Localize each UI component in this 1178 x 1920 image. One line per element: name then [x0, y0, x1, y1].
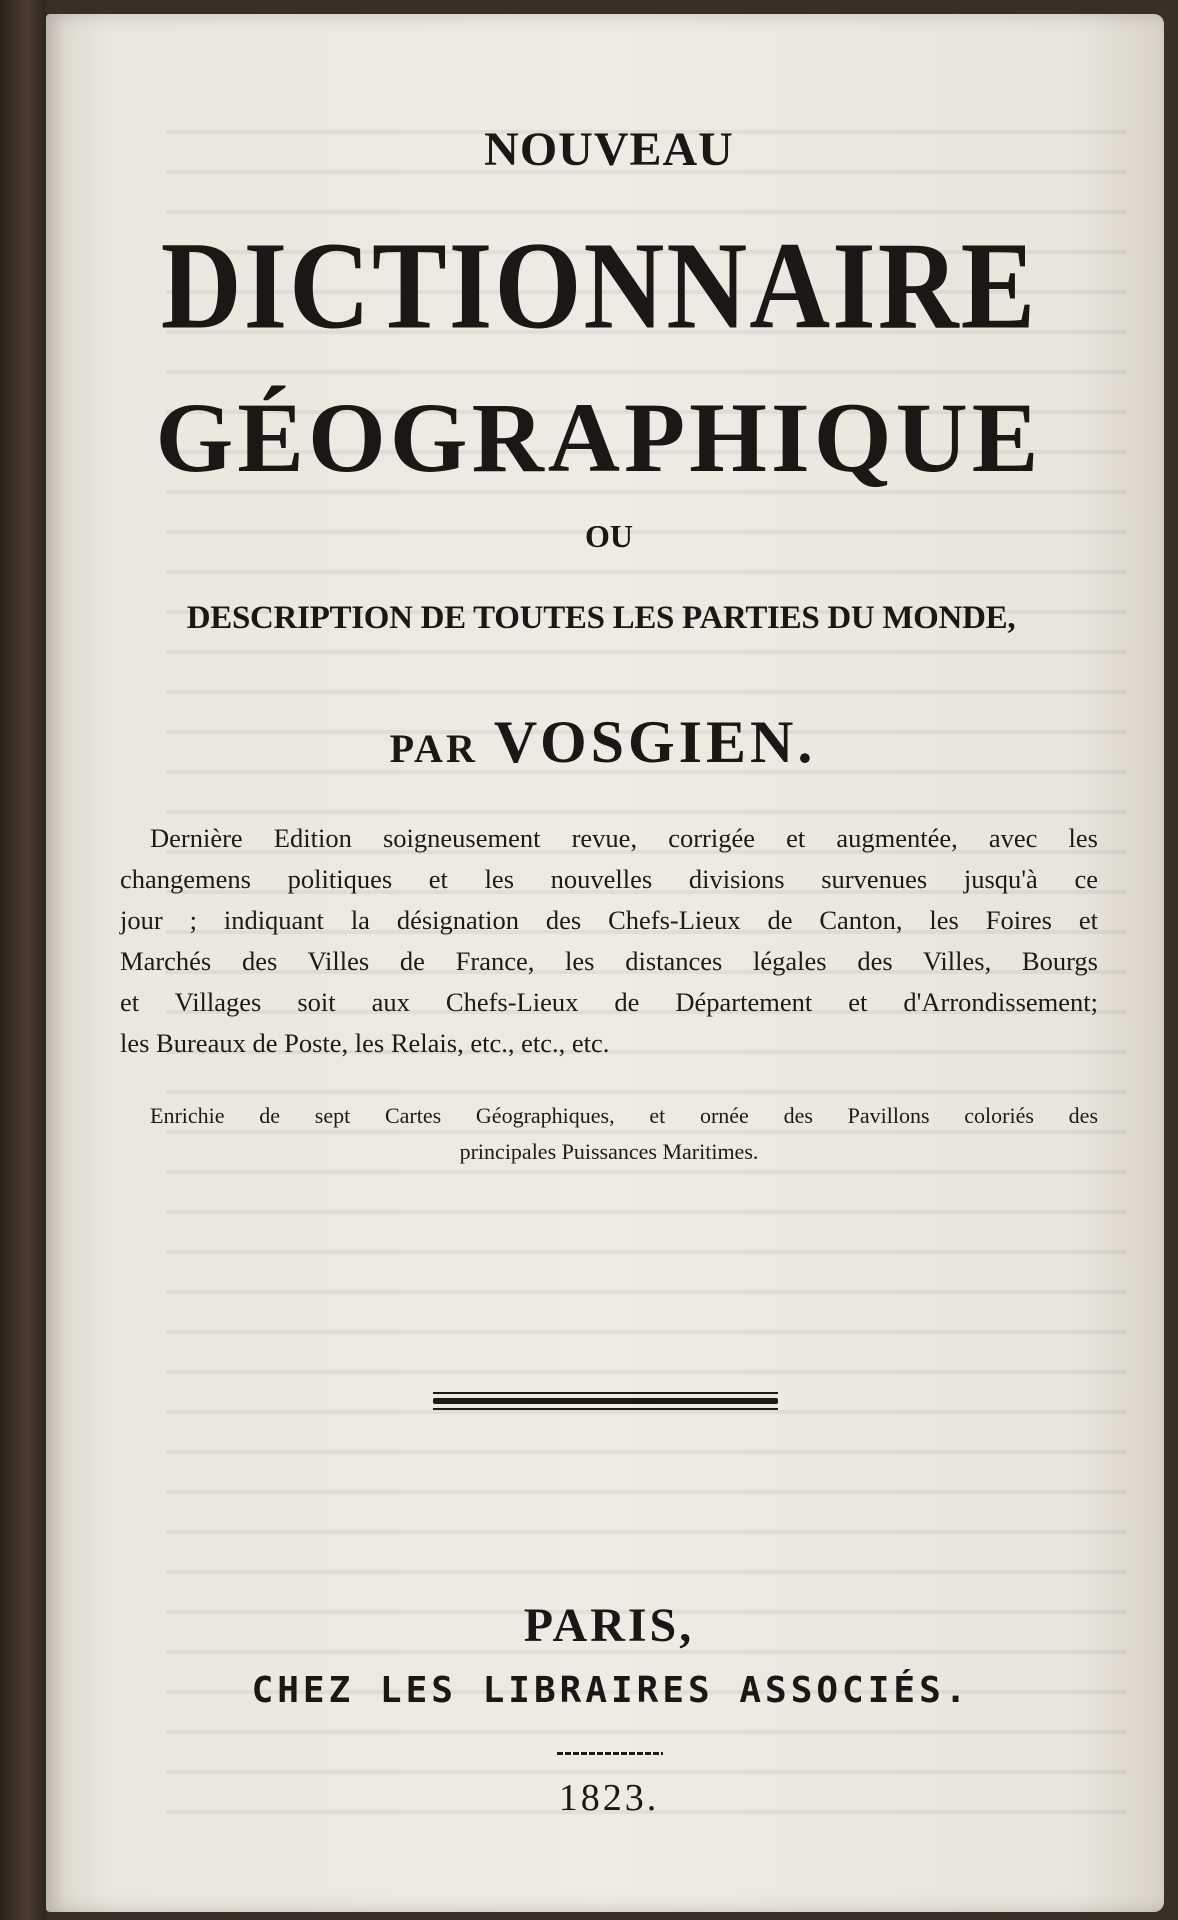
imprint-city: PARIS,	[523, 1599, 695, 1652]
author-prefix: PAR	[389, 726, 478, 771]
decorative-rule	[433, 1398, 778, 1404]
title-line-geographique: GÉOGRAPHIQUE	[155, 382, 1043, 493]
paragraph-line: et Villages soit aux Chefs-Lieux de Département et d'Arrondissement;	[120, 987, 1098, 1017]
imprint-year: 1823.	[558, 1777, 660, 1819]
title-line-nouveau: NOUVEAU	[484, 123, 734, 176]
author-line	[14, 708, 1178, 777]
paragraph-line: jour ; indiquant la désignation des Chefs-Lieux de Canton, les Foires et	[120, 905, 1098, 935]
enrichment-paragraph	[120, 1098, 1098, 1170]
paragraph-line: Enrichie de sept Cartes Géographiques, et ornée des Pavillons coloriés des	[150, 1103, 1098, 1128]
imprint-publisher: CHEZ LES LIBRAIRES ASSOCIÉS.	[251, 1670, 971, 1711]
paragraph-line: changemens politiques et les nouvelles divisions survenues jusqu'à ce	[120, 864, 1098, 894]
paragraph-line: les Bureaux de Poste, les Relais, etc., etc., etc.	[120, 1028, 610, 1058]
title-line-dictionnaire: DICTIONNAIRE	[160, 216, 1038, 356]
paragraph-line: Dernière Edition soigneusement revue, corrigée et augmentée, avec les	[150, 823, 1098, 853]
ornamental-dash-rule	[557, 1752, 663, 1755]
subtitle-description: DESCRIPTION DE TOUTES LES PARTIES DU MONDE,	[186, 600, 1016, 636]
paragraph-line: Marchés des Villes de France, les distances légales des Villes, Bourgs	[120, 946, 1098, 976]
paragraph-line: principales Puissances Maritimes.	[459, 1139, 759, 1164]
title-line-ou: OU	[585, 518, 633, 554]
edition-description-paragraph	[120, 818, 1098, 1064]
author-name: VOSGIEN.	[493, 709, 817, 775]
